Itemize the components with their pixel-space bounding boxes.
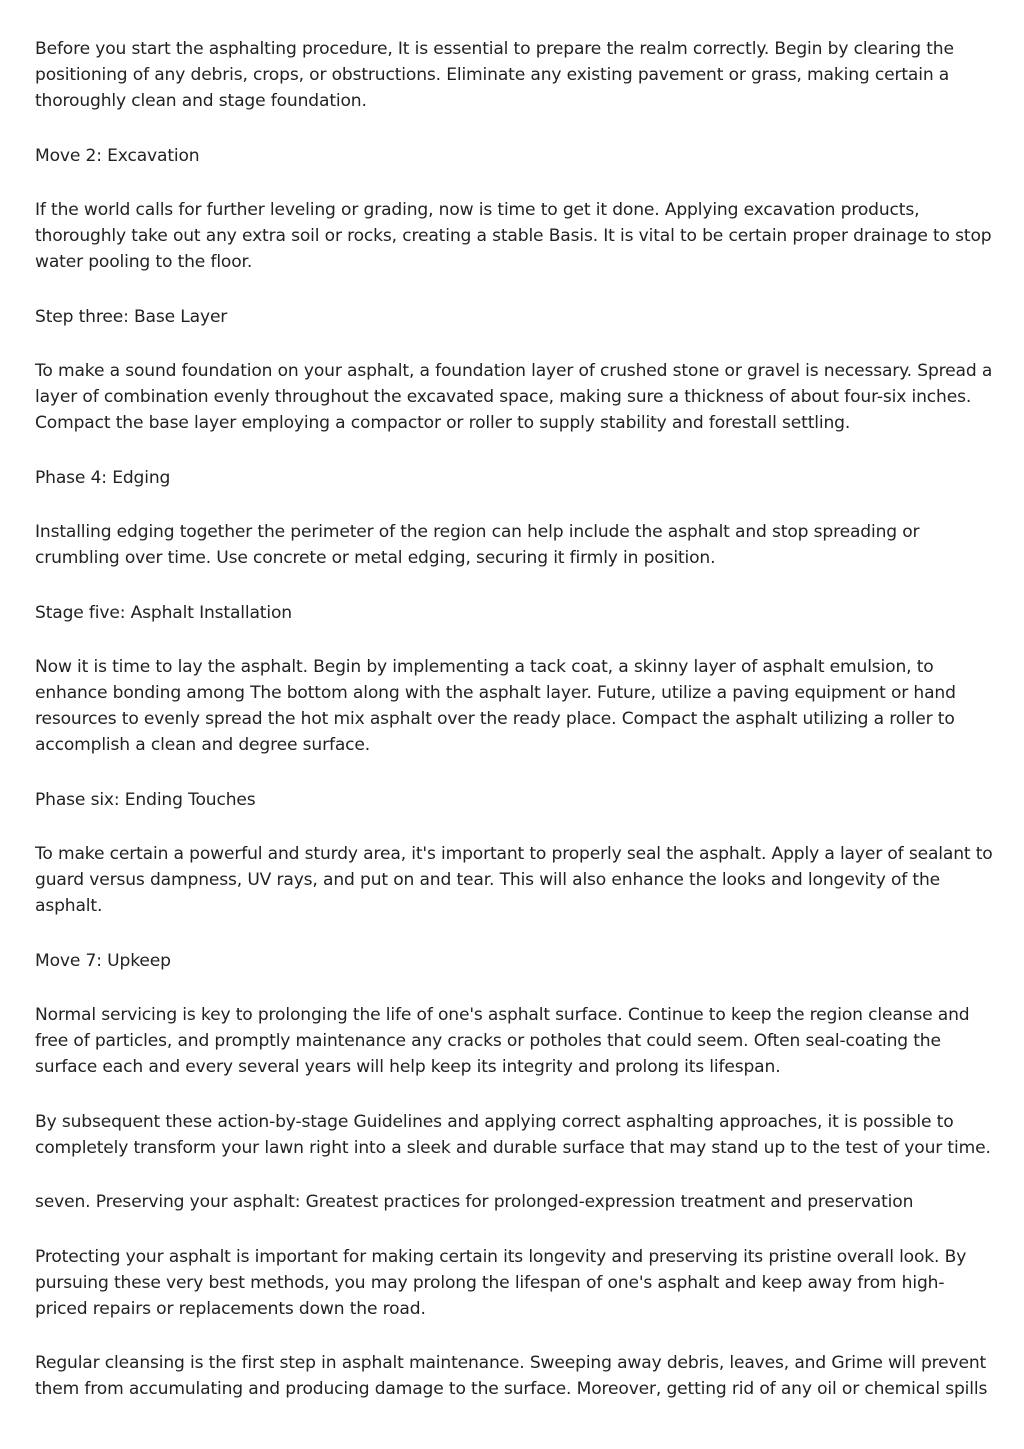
heading-edging: Phase 4: Edging [35,467,171,488]
paragraph-asphalt-installation: Now it is time to lay the asphalt. Begin by implementing a tack coat, a skinny layer of asphalt emulsion, to enhance bonding among The bottom along with the asphalt layer. Future, utilize a paving equipment or hand resources to evenly spread the hot mix asphalt over the ready place. Compact the asphalt utilizing a roller to accomplish a clean and degree surface. [35,657,956,755]
paragraph-upkeep: Normal servicing is key to prolonging the life of one's asphalt surface. Continue to keep the region cleanse and free of particles, and promptly maintenance any cracks or potholes that could seem. Often seal-coating the surface each and every several years will help keep its integrity and prolong its lifespan. [35,1005,970,1077]
paragraph-preserving: Protecting your asphalt is important for making certain its longevity and preserving its pristine overall look. By pursuing these very best methods, you may prolong the lifespan of one's asphalt and keep away from high-priced repairs or replacements down the road. [35,1246,967,1319]
heading-asphalt-installation: Stage five: Asphalt Installation [35,602,292,623]
paragraph-excavation: If the world calls for further leveling or grading, now is time to get it done. Applying excavation products, thoroughly take out any extra soil or rocks, creating a stable Basis. It is vital to be certain proper drainage to stop water pooling to the floor. [35,200,992,272]
paragraph-intro: Before you start the asphalting procedure, It is essential to prepare the realm correctly. Begin by clearing the positioning of any debris, crops, or obstructions. Eliminate any existing pavement or grass, making certain a thoroughly clean and stage foundation. [35,39,954,111]
heading-excavation: Move 2: Excavation [35,145,200,166]
heading-base-layer: Step three: Base Layer [35,306,228,327]
paragraph-edging: Installing edging together the perimeter of the region can help include the asphalt and stop spreading or crumbling over time. Use concrete or metal edging, securing it firmly in position. [35,522,920,568]
heading-upkeep: Move 7: Upkeep [35,950,171,971]
heading-preserving: seven. Preserving your asphalt: Greatest practices for prolonged-expression treatment and preservation [35,1192,914,1212]
paragraph-cleansing: Regular cleansing is the first step in asphalt maintenance. Sweeping away debris, leaves, and Grime will prevent them from accumulating and producing damage to the surface. Moreover, getting rid of any oil or chemical spills [35,1353,988,1399]
paragraph-summary: By subsequent these action-by-stage Guidelines and applying correct asphalting approaches, it is possible to completely transform your lawn right into a sleek and durable surface that may stand up to the test of your time. [35,1111,991,1158]
paragraph-base-layer: To make a sound foundation on your asphalt, a foundation layer of crushed stone or gravel is necessary. Spread a layer of combination evenly throughout the excavated space, making sure a thickness of about four-six inches. Compact the base layer employing a compactor or roller to supply stability and forestall settling. [35,361,993,433]
document-body [35,36,995,1431]
heading-ending-touches: Phase six: Ending Touches [35,789,256,810]
paragraph-ending-touches: To make certain a powerful and sturdy area, it's important to properly seal the asphalt. Apply a layer of sealant to guard versus dampness, UV rays, and put on and tear. This will also enhance the looks and longevity of the asphalt. [35,844,993,916]
